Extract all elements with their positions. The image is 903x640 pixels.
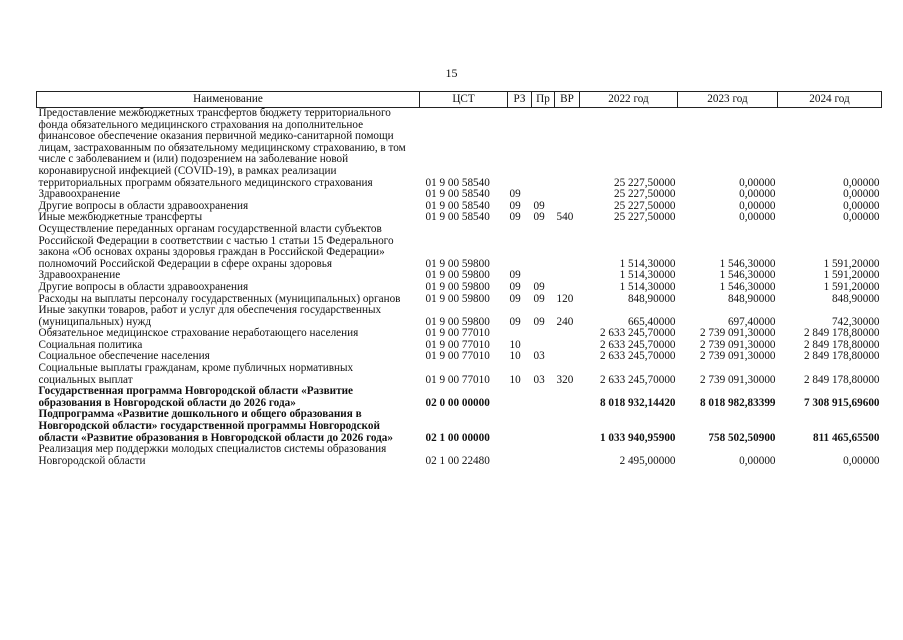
row-2024: 2 849 178,80000 [803, 350, 880, 363]
row-2024: 0,00000 [843, 188, 880, 201]
row-2022: 25 227,50000 [613, 211, 676, 224]
row-2023: 2 739 091,30000 [699, 373, 776, 386]
row-2024: 2 849 178,80000 [803, 327, 880, 340]
row-2022: 1 514,30000 [619, 257, 676, 270]
row-pr [532, 108, 555, 190]
row-2024: 742,30000 [831, 315, 880, 328]
header-vr: ВР [555, 92, 580, 108]
row-pr: 03 [533, 373, 545, 386]
row-2023: 2 739 091,30000 [699, 338, 776, 351]
row-pr [532, 189, 555, 201]
row-rz: 09 [509, 211, 521, 224]
budget-table [36, 91, 882, 467]
row-vr [555, 351, 580, 363]
table-row [37, 363, 882, 386]
row-vr [555, 270, 580, 282]
row-vr [555, 386, 580, 409]
row-vr [555, 340, 580, 352]
row-2024: 1 591,20000 [823, 280, 880, 293]
row-name: Иные межбюджетные трансферты [38, 211, 203, 224]
row-cst: 01 9 00 77010 [425, 373, 490, 386]
row-2022: 1 514,30000 [619, 280, 676, 293]
row-cst: 02 1 00 22480 [425, 454, 490, 467]
header-2024: 2024 год [778, 92, 882, 108]
table-header-row [37, 92, 882, 108]
row-rz: 09 [509, 199, 521, 212]
row-2024: 848,90000 [831, 292, 880, 305]
row-2024: 0,00000 [778, 108, 882, 190]
row-cst: 02 0 00 00000 [425, 396, 490, 409]
row-vr [555, 282, 580, 294]
row-vr [555, 224, 580, 270]
row-name: Другие вопросы в области здравоохранения [38, 199, 249, 212]
row-vr: 120 [556, 292, 574, 305]
table-row [37, 409, 882, 444]
row-2023: 1 546,30000 [719, 280, 776, 293]
row-cst: 01 9 00 58540 [425, 199, 490, 212]
row-2023: 0,00000 [739, 188, 776, 201]
row-2022: 25 227,50000 [580, 108, 678, 190]
table-row [37, 189, 882, 201]
table-row [37, 108, 882, 190]
row-vr [555, 444, 580, 467]
row-rz: 09 [509, 292, 521, 305]
row-vr [555, 409, 580, 444]
row-pr: 09 [533, 211, 545, 224]
row-2022: 2 495,00000 [619, 454, 676, 467]
row-2023: 758 502,50900 [708, 431, 776, 444]
row-pr: 03 [533, 350, 545, 363]
row-name: Другие вопросы в области здравоохранения [38, 280, 249, 293]
row-2023: 697,40000 [727, 315, 776, 328]
row-2024: 1 591,20000 [823, 257, 880, 270]
row-2022: 1 033 940,95900 [599, 431, 676, 444]
row-pr [532, 444, 555, 467]
row-2022: 2 633 245,70000 [599, 327, 676, 340]
row-2022: 848,90000 [627, 292, 676, 305]
row-2024: 0,00000 [843, 199, 880, 212]
row-2023: 0,00000 [739, 454, 776, 467]
row-rz: 09 [509, 188, 521, 201]
row-2024: 0,00000 [843, 454, 880, 467]
row-2022: 665,40000 [627, 315, 676, 328]
row-pr [532, 386, 555, 409]
row-vr [555, 328, 580, 340]
header-pr: Пр [532, 92, 555, 108]
row-cst: 01 9 00 77010 [425, 350, 490, 363]
table-row [37, 305, 882, 328]
row-cst: 01 9 00 58540 [420, 108, 508, 190]
row-2024: 811 465,65500 [812, 431, 880, 444]
row-vr [555, 108, 580, 190]
row-2022: 2 633 245,70000 [599, 338, 676, 351]
table-body [37, 108, 882, 468]
row-2023: 1 546,30000 [719, 257, 776, 270]
table-row [37, 386, 882, 409]
row-2023: 8 018 982,83399 [699, 396, 776, 409]
table-row [37, 224, 882, 270]
row-rz [508, 224, 532, 270]
row-pr [532, 409, 555, 444]
row-cst: 02 1 00 00000 [425, 431, 490, 444]
row-cst: 01 9 00 59800 [425, 269, 490, 282]
row-2023: 848,90000 [727, 292, 776, 305]
row-name: Расходы на выплаты персоналу государственных (муниципальных) органов [38, 292, 401, 305]
row-rz: 09 [509, 269, 521, 282]
row-rz [508, 386, 532, 409]
row-name: Иные закупки товаров, работ и услуг для обеспечения государственных (муниципальных) нужд [38, 304, 382, 328]
header-2023: 2023 год [678, 92, 778, 108]
row-2023: 0,00000 [739, 199, 776, 212]
row-rz: 10 [509, 350, 521, 363]
row-2024: 2 849 178,80000 [803, 338, 880, 351]
table-row [37, 444, 882, 467]
row-rz [508, 108, 532, 190]
row-rz: 09 [509, 280, 521, 293]
row-2023: 0,00000 [678, 108, 778, 190]
row-vr [555, 189, 580, 201]
row-2022: 2 633 245,70000 [599, 350, 676, 363]
row-2023: 1 546,30000 [719, 269, 776, 282]
table-row [37, 282, 882, 294]
row-rz [508, 409, 532, 444]
row-2024: 1 591,20000 [823, 269, 880, 282]
row-name: Обязательное медицинское страхование неработающего населения [38, 327, 359, 340]
header-rz: РЗ [508, 92, 532, 108]
row-pr: 09 [533, 199, 545, 212]
row-pr: 09 [533, 315, 545, 328]
header-2022: 2022 год [580, 92, 678, 108]
row-cst: 01 9 00 77010 [425, 327, 490, 340]
row-2023: 0,00000 [739, 211, 776, 224]
row-name: Осуществление переданных органам государственной власти субъектов Российской Федерации в соответствии с частью 1 статьи 15 Федерального закона «Об основах охраны здоровья граждан в Российской Федерации» полномочий Российской Федерации в сфере охраны здоровья [38, 222, 394, 270]
row-rz: 10 [509, 338, 521, 351]
row-2022: 1 514,30000 [619, 269, 676, 282]
row-pr: 09 [533, 280, 545, 293]
row-2024: 0,00000 [843, 211, 880, 224]
row-name: Подпрограмма «Развитие дошкольного и общего образования в Новгородской области» государственной программы Новгородской области «Развитие образования в Новгородской области до 2026 года» [38, 408, 393, 444]
header-cst: ЦСТ [420, 92, 508, 108]
row-vr: 320 [556, 373, 574, 386]
row-vr: 240 [556, 315, 574, 328]
row-vr: 540 [556, 211, 574, 224]
row-2023: 2 739 091,30000 [699, 327, 776, 340]
row-cst: 01 9 00 59800 [425, 280, 490, 293]
row-pr [532, 224, 555, 270]
header-name: Наименование [37, 92, 420, 108]
row-2023: 2 739 091,30000 [699, 350, 776, 363]
row-rz [508, 444, 532, 467]
page-number: 15 [445, 66, 458, 80]
row-pr [532, 328, 555, 340]
row-cst: 01 9 00 58540 [425, 211, 490, 224]
row-2024: 2 849 178,80000 [803, 373, 880, 386]
row-cst: 01 9 00 58540 [425, 188, 490, 201]
row-cst: 01 9 00 59800 [425, 292, 490, 305]
row-name: Социальные выплаты гражданам, кроме публичных нормативных социальных выплат [38, 362, 354, 386]
row-name: Социальное обеспечение населения [38, 350, 210, 363]
row-2022: 25 227,50000 [613, 188, 676, 201]
row-2022: 8 018 932,14420 [599, 396, 676, 409]
row-name: Государственная программа Новгородской области «Развитие образования в Новгородской области до 2026 года» [38, 385, 354, 409]
row-name: Реализация мер поддержки молодых специалистов системы образования Новгородской области [38, 443, 387, 467]
row-cst: 01 9 00 77010 [425, 338, 490, 351]
row-name: Здравоохранение [38, 188, 121, 201]
row-cst: 01 9 00 59800 [425, 315, 490, 328]
row-name: Предоставление межбюджетных трансфертов бюджету территориального фонда обязательного медицинского страхования на дополнительное финансовое обеспечение оказания первичной медико-санитарной помощи лицам, застрахованным по обязательному медицинскому страхованию, в том числе с заболеванием и (или) подозрением на заболевание новой коронавирусной инфекцией (COVID-19), в рамках реализации территориальных программ обязательного медицинского страхования [37, 108, 420, 190]
row-2022: 25 227,50000 [613, 199, 676, 212]
row-cst: 01 9 00 59800 [425, 257, 490, 270]
row-rz: 10 [509, 373, 521, 386]
row-2024: 7 308 915,69600 [803, 396, 880, 409]
row-name: Здравоохранение [38, 269, 121, 282]
row-2022: 2 633 245,70000 [599, 373, 676, 386]
row-name: Социальная политика [38, 338, 143, 351]
row-pr: 09 [533, 292, 545, 305]
row-rz: 09 [509, 315, 521, 328]
